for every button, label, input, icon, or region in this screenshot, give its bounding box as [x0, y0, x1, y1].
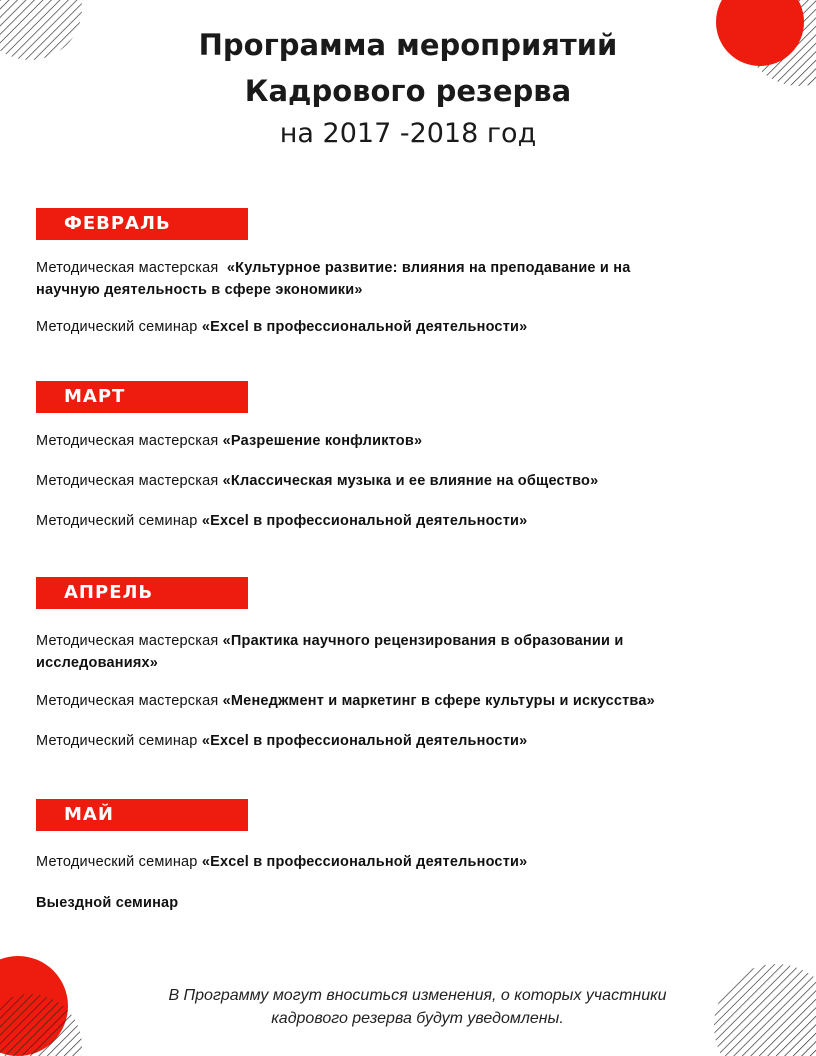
event-item [36, 730, 686, 752]
event-item [36, 851, 686, 873]
event-title: «Excel в профессиональной деятельности» [201, 319, 528, 335]
footer-note-line-1: В Программу могут вноситься изменения, о которых участники [168, 987, 667, 1004]
title-line-2: Кадрового резерва [244, 74, 572, 108]
event-title: «Excel в профессиональной деятельности» [201, 513, 528, 529]
event-title: «Разрешение конфликтов» [222, 433, 423, 449]
event-item [36, 316, 686, 338]
footer-note [140, 984, 695, 1030]
page-subtitle: на 2017 -2018 год [279, 118, 537, 149]
event-item [36, 690, 686, 712]
event-title: «Excel в профессиональной деятельности» [201, 733, 528, 749]
event-type: Методический семинар [36, 854, 198, 870]
event-title: «Классическая музыка и ее влияние на общество» [222, 473, 599, 489]
page-title [0, 22, 816, 114]
event-title: Выездной семинар [36, 895, 179, 911]
event-item [36, 892, 686, 914]
event-item [36, 257, 686, 301]
event-title: «Менеджмент и маркетинг в сфере культуры и искусства» [222, 693, 655, 709]
month-header-march: МАРТ [36, 381, 248, 413]
event-type: Методическая мастерская [36, 633, 219, 649]
event-type: Методическая мастерская [36, 433, 219, 449]
event-title: «Excel в профессиональной деятельности» [201, 854, 528, 870]
event-title: «Культурное развитие: влияния на преподавание и на научную деятельность в сфере экономики» [36, 260, 631, 298]
event-item [36, 470, 686, 492]
footer-note-line-2: кадрового резерва будут уведомлены. [271, 1010, 564, 1027]
event-item [36, 430, 686, 452]
event-type: Методический семинар [36, 319, 198, 335]
event-type: Методический семинар [36, 733, 198, 749]
event-type: Методический семинар [36, 513, 198, 529]
event-type: Методическая мастерская [36, 693, 219, 709]
month-header-may: МАЙ [36, 799, 248, 831]
decor-bottom-right [706, 956, 816, 1056]
title-line-1: Программа мероприятий [198, 28, 618, 62]
decor-bottom-left [0, 950, 95, 1056]
event-item [36, 510, 686, 532]
month-header-february: ФЕВРАЛЬ [36, 208, 248, 240]
event-type: Методическая мастерская [36, 473, 219, 489]
month-header-april: АПРЕЛЬ [36, 577, 248, 609]
event-item [36, 630, 686, 674]
event-title: «Практика научного рецензирования в образовании и исследованиях» [36, 633, 624, 671]
event-type: Методическая мастерская [36, 260, 219, 276]
